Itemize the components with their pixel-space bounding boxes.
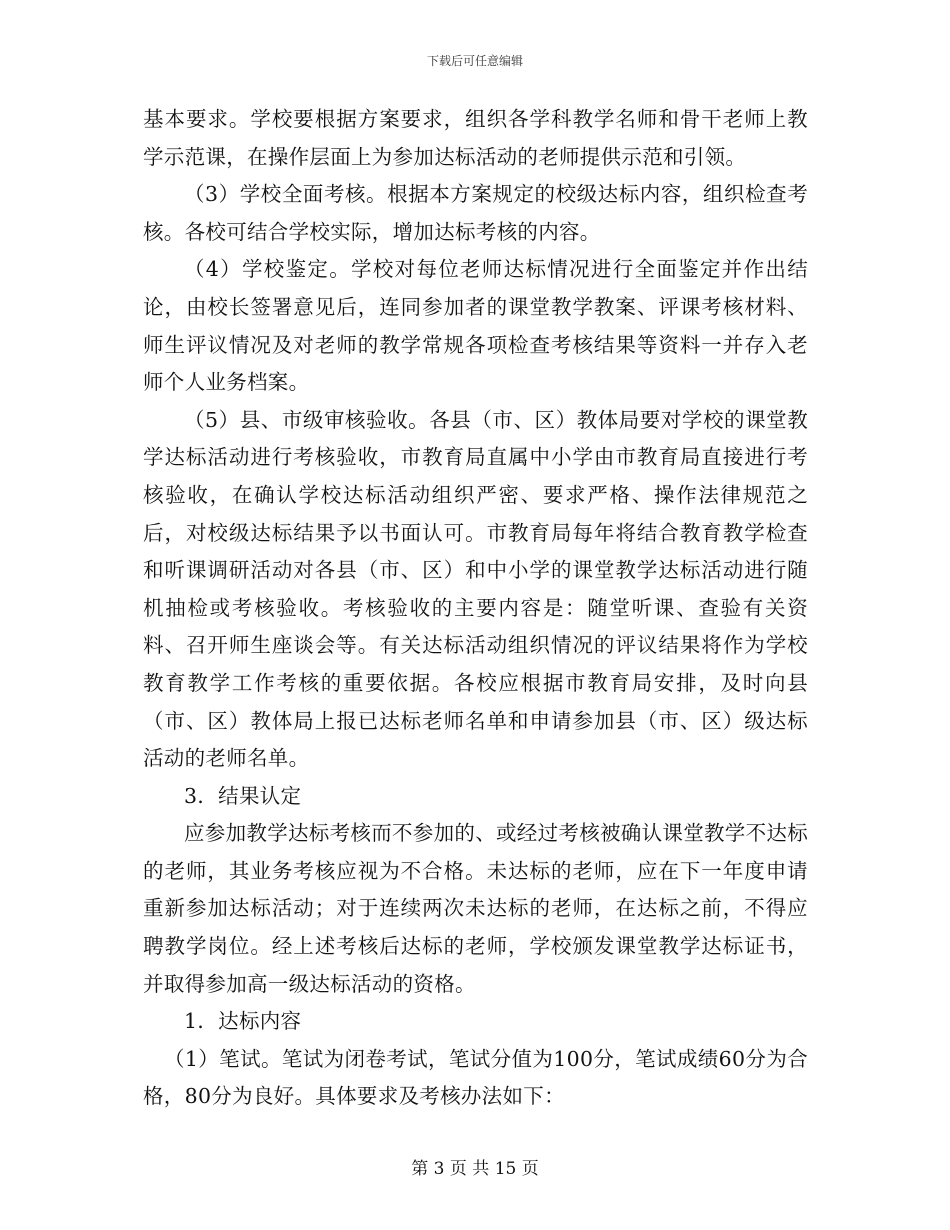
paragraph-basic-requirements: 基本要求。学校要根据方案要求，组织各学科教学名师和骨干老师上教学示范课，在操作层面上为参加达标活动的老师提供示范和引领。 xyxy=(143,107,808,169)
paragraph-school-appraisal: （4）学校鉴定。学校对每位老师达标情况进行全面鉴定并作出结论，由校长签署意见后，连同参加者的课堂教学教案、评课考核材料、师生评议情况及对老师的教学常规各项检查考核结果等资料一并存入老师个人业务档案。 xyxy=(143,257,808,395)
document-body xyxy=(143,101,808,1116)
page-header: 下载后可任意编辑 xyxy=(426,54,523,68)
heading-result-determination: 3．结果认定 xyxy=(184,783,302,808)
paragraph-result-determination: 应参加教学达标考核而不参加的、或经过考核被确认课堂教学不达标的老师，其业务考核应视为不合格。未达标的老师，应在下一年度申请重新参加达标活动；对于连续两次未达标的老师，在达标之前，不得应聘教学岗位。经上述考核后达标的老师，学校颁发课堂教学达标证书，并取得参加高一级达标活动的资格。 xyxy=(143,821,808,996)
paragraph-written-exam: （1）笔试。笔试为闭卷考试，笔试分值为100分，笔试成绩60分为合格，80分为良好。具体要求及考核办法如下： xyxy=(143,1046,808,1109)
page-number-footer: 第 3 页 共 15 页 xyxy=(411,1159,539,1179)
paragraph-school-assessment: （3）学校全面考核。根据本方案规定的校级达标内容，组织检查考核。各校可结合学校实际，增加达标考核的内容。 xyxy=(143,182,808,244)
paragraph-county-city-review: （5）县、市级审核验收。各县（市、区）教体局要对学校的课堂教学达标活动进行考核验收，市教育局直属中小学由市教育局直接进行考核验收，在确认学校达标活动组织严密、要求严格、操作法律规范之后，对校级达标结果予以书面认可。市教育局每年将结合教育教学检查和听课调研活动对各县（市、区）和中小学的课堂教学达标活动进行随机抽检或考核验收。考核验收的主要内容是：随堂听课、查验有关资料、召开师生座谈会等。有关达标活动组织情况的评议结果将作为学校教育教学工作考核的重要依据。各校应根据市教育局安排，及时向县（市、区）教体局上报已达标老师名单和申请参加县（市、区）级达标活动的老师名单。 xyxy=(143,407,808,771)
heading-standard-content: 1．达标内容 xyxy=(184,1009,302,1034)
